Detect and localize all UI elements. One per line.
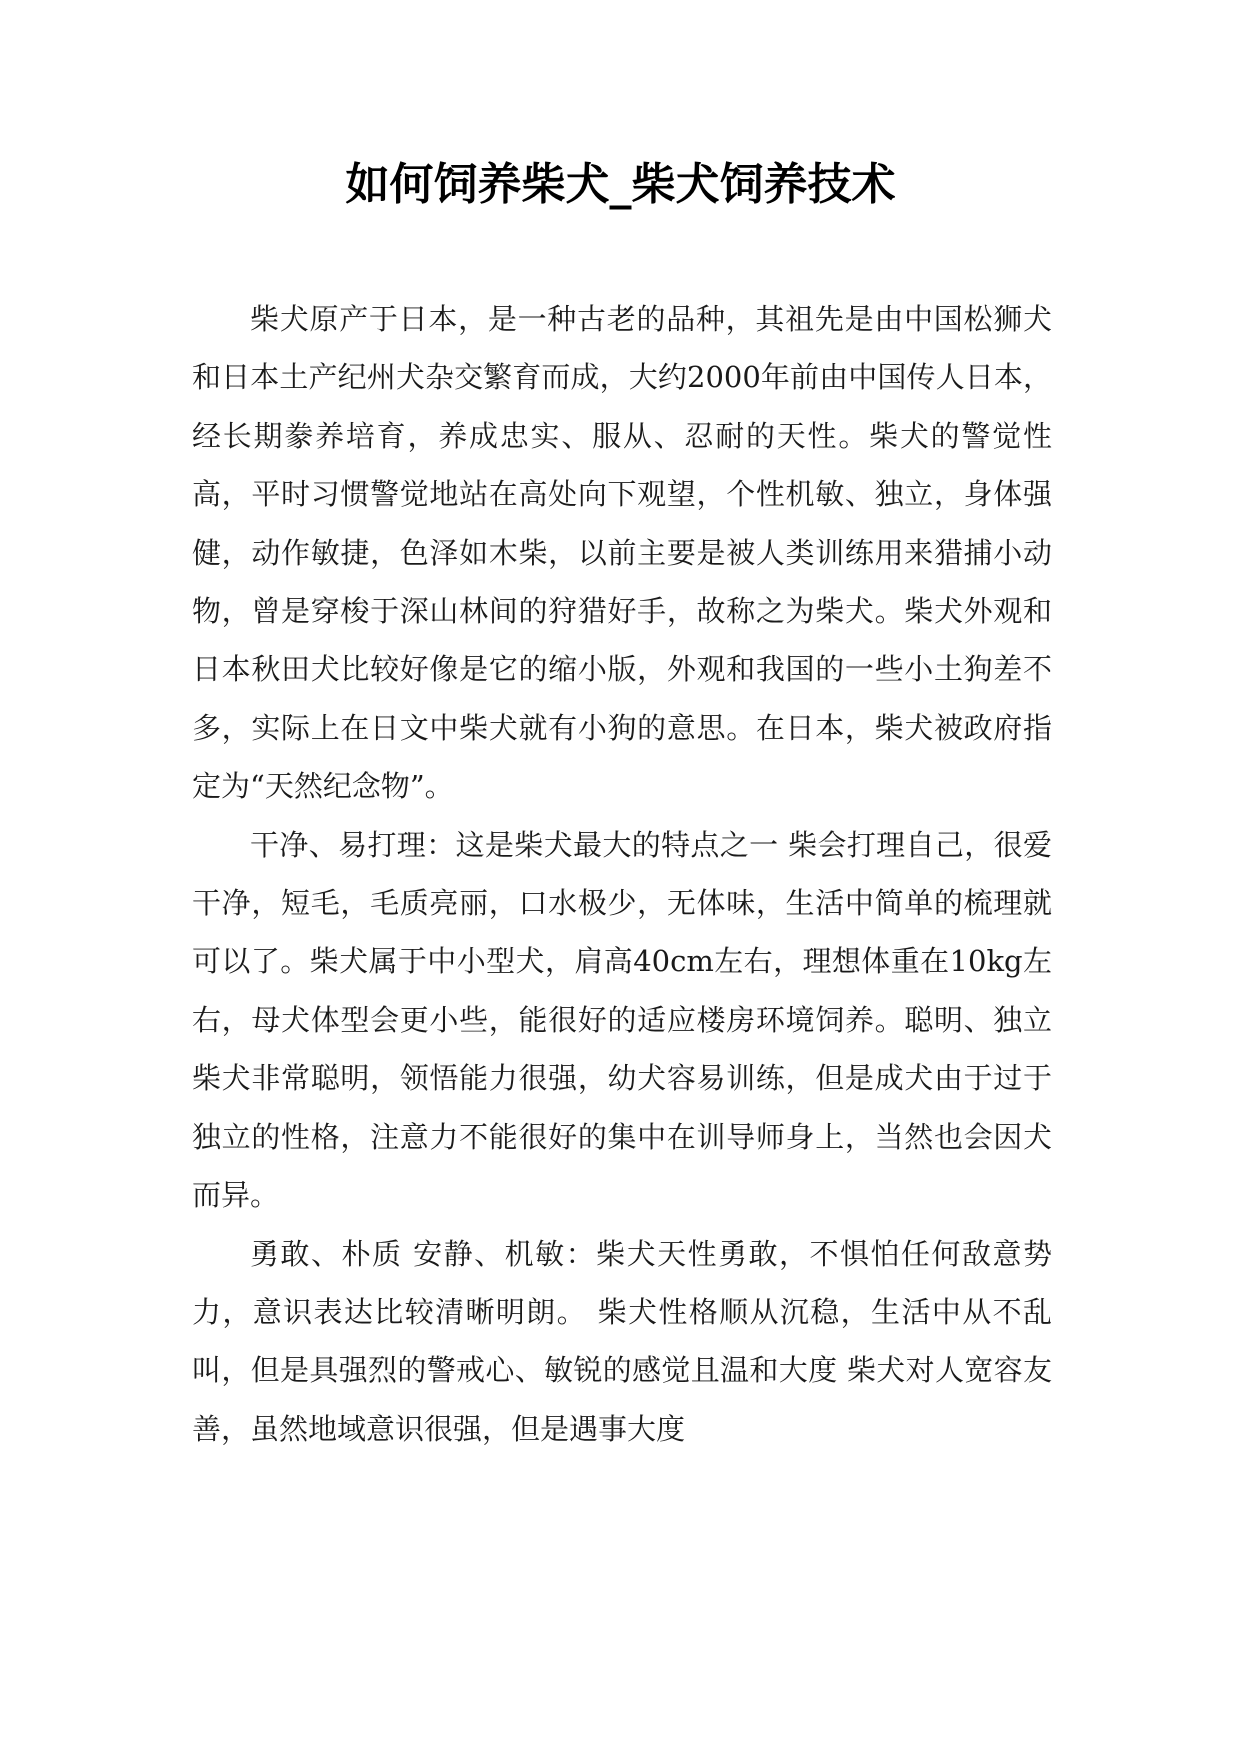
document-title: 如何饲养柴犬_柴犬饲养技术 — [345, 159, 896, 210]
paragraph-brave-simple: 勇敢、朴质 安静、机敏：柴犬天性勇敢，不惧怕任何敌意势力，意识表达比较清晰明朗。 柴犬性格顺从沉稳，生活中从不乱叫，但是具强烈的警戒心、敏锐的感觉且温和大度 柴犬对人宽容友善，虽然地域意识很强，但是遇事大度 — [192, 1236, 1052, 1446]
paragraph-clean-easy-care: 干净、易打理：这是柴犬最大的特点之一 柴会打理自己，很爱干净，短毛，毛质亮丽，口水极少，无体味，生活中简单的梳理就可以了。柴犬属于中小型犬，肩高40cm左右，理想体重在10kg左右，母犬体型会更小些，能很好的适应楼房环境饲养。聪明、独立 柴犬非常聪明，领悟能力很强，幼犬容易训练，但是成犬由于过于独立的性格，注意力不能很好的集中在训导师身上，当然也会因犬而异。 — [192, 827, 1052, 1213]
document-body — [192, 290, 1052, 1458]
paragraph-intro: 柴犬原产于日本，是一种古老的品种，其祖先是由中国松狮犬和日本土产纪州犬杂交繁育而成，大约2000年前由中国传人日本，经长期豢养培育，养成忠实、服从、忍耐的天性。柴犬的警觉性高，平时习惯警觉地站在高处向下观望，个性机敏、独立，身体强健，动作敏捷，色泽如木柴，以前主要是被人类训练用来猎捕小动物，曾是穿梭于深山林间的狩猎好手，故称之为柴犬。柴犬外观和日本秋田犬比较好像是它的缩小版，外观和我国的一些小土狗差不多，实际上在日文中柴犬就有小狗的意思。在日本，柴犬被政府指定为“天然纪念物”。 — [192, 302, 1052, 804]
